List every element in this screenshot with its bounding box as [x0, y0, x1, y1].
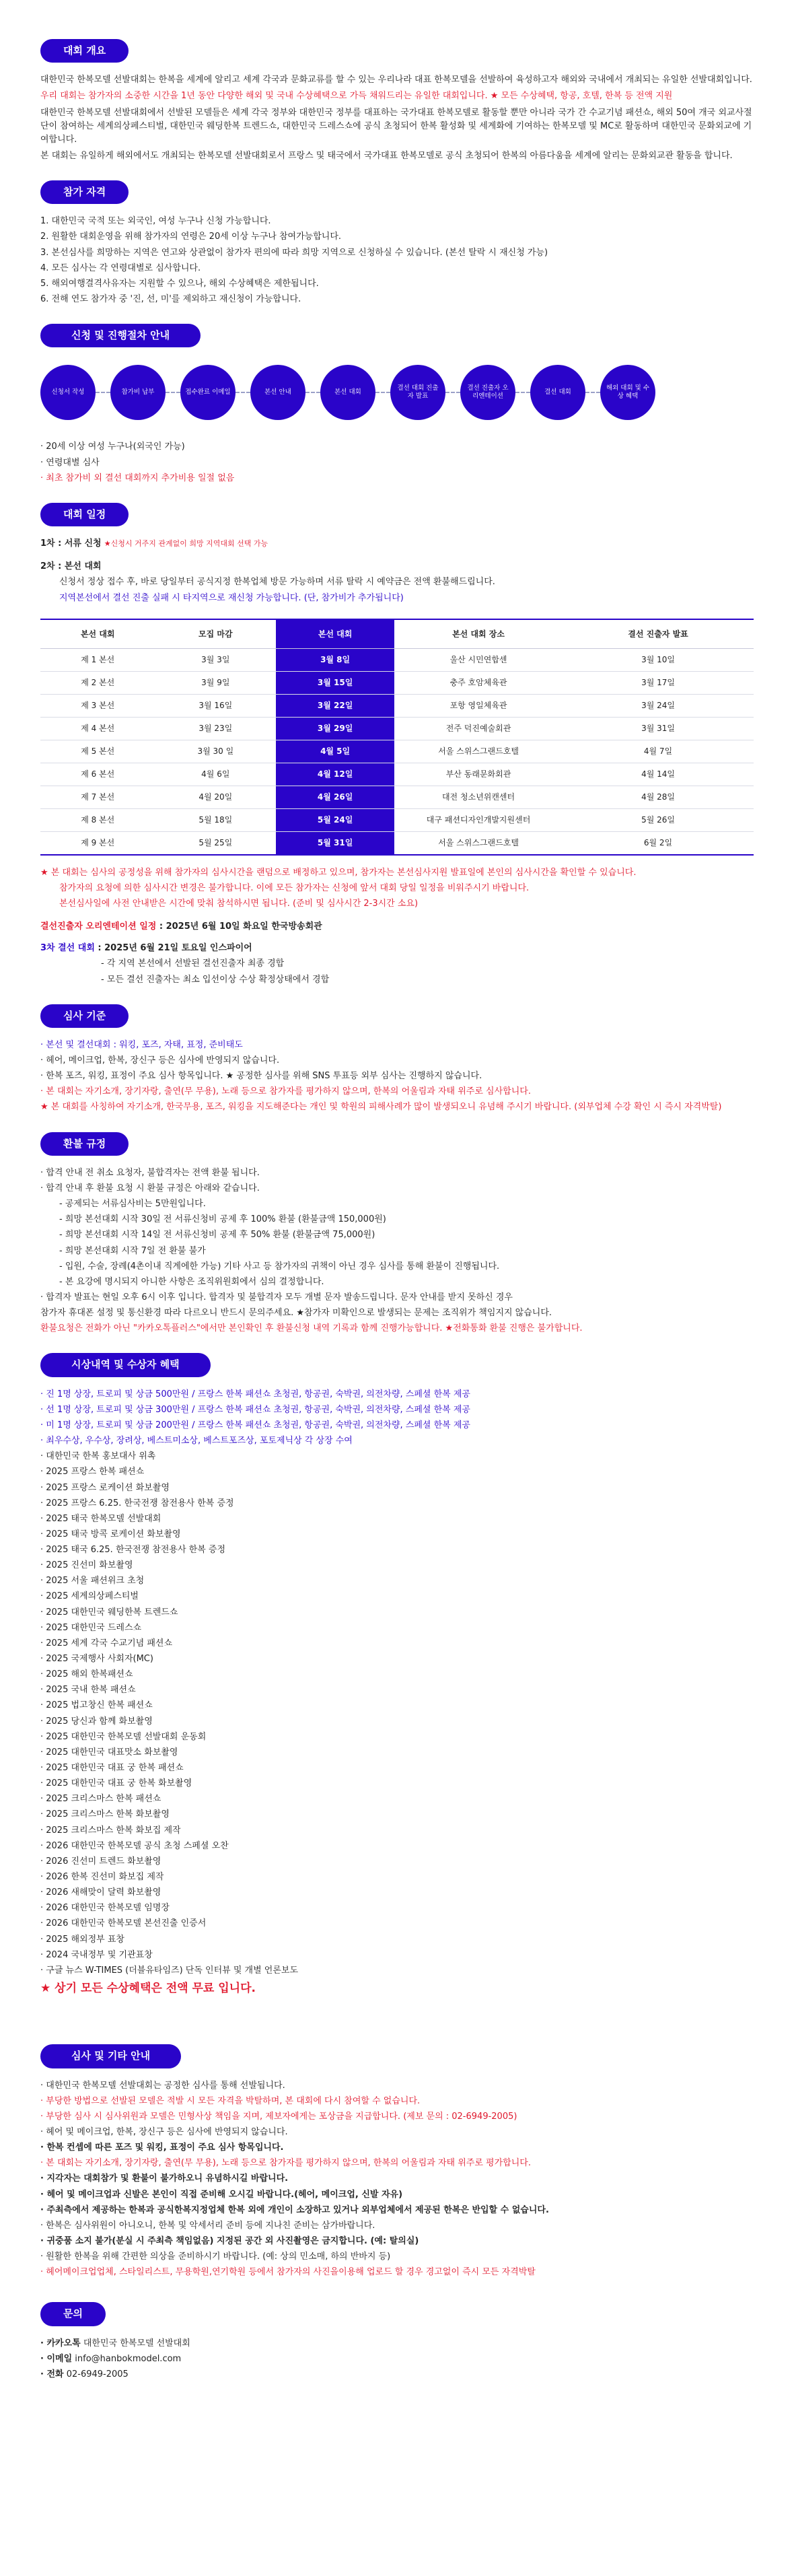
process-step: 본선 대회 [320, 365, 375, 420]
process-step: 결선 진출자 오리엔테이션 [460, 365, 515, 420]
process-step: 신청서 작성 [40, 365, 96, 420]
final-line [40, 942, 754, 955]
overview-section [40, 39, 754, 163]
eligibility-section [40, 180, 754, 306]
table-cell: 4월 28일 [563, 786, 754, 809]
list-item: · 2025 세계의상페스티벌 [40, 1591, 139, 1602]
eligibility-heading: 참가 자격 [40, 180, 129, 204]
schedule-warning: ★ 본 대회는 심사의 공정성을 위해 참가자의 심사시간을 랜덤으로 배정하고 있으며, 참가자는 본선심사지원 발표일에 본인의 심사시간을 확인할 수 있습니다. [40, 867, 637, 878]
list-item: · 2026 대한민국 한복모델 본선진출 인증서 [40, 1918, 207, 1929]
process-connector [305, 392, 320, 393]
list-item: · 2025 대한민국 웨딩한복 트렌드쇼 [40, 1607, 178, 1617]
awards-section [40, 1353, 754, 1997]
table-row [40, 832, 754, 855]
round2-note: 지역본선에서 결선 진출 실패 시 타지역으로 재신청 가능합니다. (단, 참가비가 추가됩니다) [59, 592, 404, 603]
award-prize: · 선 1명 상장, 트로피 및 상금 300만원 / 프랑스 한복 패션쇼 초청권, 항공권, 숙박권, 의전차량, 스페셜 한복 제공 [40, 1404, 470, 1415]
eligibility-item: 5. 해외여행결격사유자는 지원할 수 있으나, 해외 수상혜택은 제한됩니다. [40, 278, 319, 289]
orientation-line [40, 920, 754, 934]
process-step: 접수완료 이메일 [180, 365, 236, 420]
process-step: 결선 대회 진출자 발표 [390, 365, 445, 420]
table-cell: 제 8 본선 [40, 809, 155, 832]
list-item: · 2025 해외 한복패션쇼 [40, 1669, 133, 1680]
list-item: · 주최측에서 제공하는 한복과 공식한복지정업체 한복 외에 개인이 소장하고 있거나 외부업체에서 제공된 한복은 반입할 수 없습니다. [40, 2204, 549, 2215]
table-cell: 5월 25일 [155, 832, 276, 855]
table-cell: 제 2 본선 [40, 672, 155, 695]
table-cell: 6월 2일 [563, 832, 754, 855]
process-connector [96, 392, 110, 393]
final-sub: - 각 지역 본선에서 선발된 결선진출자 최종 경합 [101, 959, 285, 969]
col-header: 모집 마감 [155, 619, 276, 649]
awards-benefit-list [40, 1450, 754, 1978]
list-item: · 2025 크리스마스 한복 화보집 제작 [40, 1825, 181, 1836]
process-note: · 20세 이상 여성 누구나(외국인 가능) [40, 442, 185, 452]
award-prize: · 최우수상, 우수상, 장려상, 베스트미소상, 베스트포즈상, 포토제닉상 각 상장 수여 [40, 1436, 353, 1447]
list-item: · 2024 국내정부 및 기관표창 [40, 1949, 153, 1960]
criteria-heading: 심사 기준 [40, 1004, 129, 1028]
list-item: · 구글 뉴스 W-TIMES (더블유타임즈) 단독 인터뷰 및 개별 언론보도 [40, 1965, 299, 1976]
process-step: 참가비 납부 [110, 365, 166, 420]
final-label: 3차 결선 대회 [40, 943, 95, 954]
schedule-heading: 대회 일정 [40, 503, 129, 526]
list-item: · 2025 진선미 화보촬영 [40, 1560, 133, 1571]
final-sub: - 모든 결선 진출자는 최소 입선이상 수상 확정상태에서 경합 [101, 974, 330, 985]
table-cell: 4월 14일 [563, 763, 754, 786]
refund-item: - 희망 본선대회 시작 7일 전 환불 불가 [59, 1245, 206, 1256]
table-cell: 3월 3일 [155, 649, 276, 672]
orientation-label: 결선진출자 오리엔테이션 일정 [40, 921, 157, 932]
list-item: · 2025 대한민국 대표 궁 한복 화보촬영 [40, 1778, 192, 1789]
table-cell: 3월 23일 [155, 718, 276, 740]
round1-note: ★신청시 거주지 관계없이 희망 지역대회 선택 가능 [104, 539, 268, 549]
refund-item: - 희망 본선대회 시작 30일 전 서류신청비 공제 후 100% 환불 (환불금액 150,000원) [59, 1214, 386, 1225]
table-cell: 3월 16일 [155, 695, 276, 718]
col-header: 결선 진출자 발표 [563, 619, 754, 649]
refund-item: · 합격자 발표는 현일 오후 6시 이후 입니다. 합격자 및 불합격자 모두 개별 문자 발송드립니다. 문자 안내를 받지 못하신 경우 [40, 1292, 513, 1302]
table-row [40, 763, 754, 786]
table-cell: 3월 15일 [276, 672, 394, 695]
list-item: · 2026 새해맞이 달력 화보촬영 [40, 1887, 161, 1898]
list-item: · 2026 대한민국 한복모델 임명장 [40, 1903, 170, 1914]
criteria-section [40, 1004, 754, 1115]
process-heading: 신청 및 진행절차 안내 [40, 324, 201, 347]
list-item: · 2025 프랑스 한복 패션쇼 [40, 1467, 145, 1477]
process-step: 본선 안내 [250, 365, 305, 420]
table-row [40, 718, 754, 740]
list-item: · 2025 국내 한복 패션쇼 [40, 1685, 136, 1696]
schedule-table [40, 619, 754, 856]
schedule-warning: 참가자의 요청에 의한 심사시간 변경은 불가합니다. 이에 모든 참가자는 신청에 앞서 대회 당일 일정을 비워주시기 바랍니다. [59, 882, 530, 893]
table-cell: 부산 동래문화회관 [394, 763, 563, 786]
round2-desc: 신청서 정상 접수 후, 바로 당일부터 공식지정 한복업체 방문 가능하며 서류 탈락 시 예약금은 전액 환불해드립니다. [59, 577, 495, 588]
schedule-warning: 본선심사일에 사전 안내받은 시간에 맞춰 참석하시면 됩니다. (준비 및 심사시간 2-3시간 소요) [59, 898, 419, 909]
refund-item: 참가자 휴대폰 설정 및 통신환경 따라 다르오니 반드시 문의주세요. ★참가자 미확인으로 발생되는 문제는 조직위가 책임지지 않습니다. [40, 1308, 552, 1319]
list-item: · 헤어메이크업업체, 스타일리스트, 무용학원,연기학원 등에서 참가자의 사진을이용해 업로드 할 경우 경고없이 즉시 모든 자격박탈 [40, 2267, 536, 2278]
table-cell: 3월 10일 [563, 649, 754, 672]
overview-heading: 대회 개요 [40, 39, 129, 63]
schedule-table-header-row [40, 619, 754, 649]
table-cell: 포항 영일체육관 [394, 695, 563, 718]
refund-heading: 환불 규정 [40, 1132, 129, 1156]
table-row [40, 786, 754, 809]
overview-paragraph-1: 대한민국 한복모델 선발대회는 한복을 세계에 알리고 세계 각국과 문화교류를 할 수 있는 우리나라 대표 한복모델을 선발하여 육성하고자 해외와 국내에서 개최되는 유일한 선발대회입니다. [40, 75, 752, 85]
table-cell: 충주 호암체육관 [394, 672, 563, 695]
list-item: · 2025 대한민국 한복모델 선발대회 운동회 [40, 1731, 207, 1742]
list-item: · 대한민국 한복 홍보대사 위촉 [40, 1451, 156, 1462]
refund-section [40, 1132, 754, 1336]
process-step: 해외 대회 및 수상 혜택 [600, 365, 655, 420]
refund-item: · 합격 안내 후 환불 요청 시 환불 규정은 아래와 같습니다. [40, 1183, 260, 1193]
table-cell: 서울 스위스그랜드호텔 [394, 832, 563, 855]
table-cell: 제 1 본선 [40, 649, 155, 672]
schedule-section [40, 503, 754, 987]
list-item: · 2025 프랑스 로케이션 화보촬영 [40, 1482, 170, 1493]
list-item: · 2026 대한민국 한복모델 공식 초청 스페셜 오찬 [40, 1840, 229, 1851]
refund-kakao-note: 환불요청은 전화가 아닌 "카카오톡플러스"에서만 본인확인 후 환불신청 내역 기록과 함께 진행가능합니다. ★전화통화 환불 진행은 불가합니다. [40, 1323, 583, 1334]
process-connector [585, 392, 600, 393]
criteria-item: · 본 대회는 자기소개, 장기자랑, 출연(무 무용), 노래 등으로 참가자를 평가하지 않으며, 한복의 어울림과 자태 위주로 심사합니다. [40, 1086, 531, 1097]
table-cell: 4월 6일 [155, 763, 276, 786]
final-value: : 2025년 6월 21일 토요일 인스파이어 [94, 943, 252, 954]
refund-item: - 본 요강에 명시되지 아니한 사항은 조직위원회에서 심의 결정합니다. [59, 1276, 324, 1287]
table-cell: 제 5 본선 [40, 740, 155, 763]
contact-kakao [40, 2337, 754, 2351]
process-section [40, 324, 754, 485]
table-row [40, 649, 754, 672]
list-item: · 2025 국제행사 사회자(MC) [40, 1654, 153, 1665]
contact-phone[interactable] [40, 2368, 754, 2381]
eligibility-item: 1. 대한민국 국적 또는 외국인, 여성 누구나 신청 가능합니다. [40, 216, 271, 227]
contact-kakao-label: · 카카오톡 [40, 2338, 81, 2348]
list-item: · 2025 법고창신 한복 패션쇼 [40, 1700, 153, 1711]
table-row [40, 695, 754, 718]
table-cell: 전주 덕진예술회관 [394, 718, 563, 740]
table-row [40, 809, 754, 832]
criteria-item: · 한복 포즈, 워킹, 표정이 주요 심사 항목입니다. ★ 공정한 심사를 위해 SNS 투표등 외부 심사는 진행하지 않습니다. [40, 1071, 482, 1082]
contact-email[interactable] [40, 2353, 754, 2366]
contact-heading: 문의 [40, 2302, 106, 2326]
table-row [40, 672, 754, 695]
table-cell: 4월 20일 [155, 786, 276, 809]
list-item: · 2025 크리스마스 한복 패션쇼 [40, 1794, 161, 1805]
list-item: · 한복은 심사위원이 아니오니, 한복 및 악세서리 준비 등에 지나친 준비는 삼가바랍니다. [40, 2220, 375, 2231]
list-item: · 2025 서울 패션위크 초청 [40, 1576, 145, 1587]
table-cell: 제 9 본선 [40, 832, 155, 855]
list-item: · 2025 프랑스 6.25. 한국전쟁 참전용사 한복 증정 [40, 1498, 234, 1508]
table-cell: 5월 24일 [276, 809, 394, 832]
table-cell: 3월 24일 [563, 695, 754, 718]
list-item: · 한복 컨셉에 따른 포즈 및 워킹, 표정이 주요 심사 항목입니다. [40, 2143, 284, 2153]
table-cell: 제 7 본선 [40, 786, 155, 809]
round2-label: 2차 : 본선 대회 [40, 561, 102, 572]
round1-label: 1차 : 서류 신청 [40, 538, 102, 549]
eligibility-item: 4. 모든 심사는 각 연령대별로 심사합니다. [40, 263, 201, 273]
overview-paragraph-2: 우리 대회는 참가자의 소중한 시간을 1년 동안 다양한 해외 및 국내 수상혜택으로 가득 채워드리는 유일한 대회입니다. ★ 모든 수상혜택, 항공, 호텔, 한복 등 전액 지원 [40, 91, 673, 102]
list-item: · 2025 당신과 함께 화보촬영 [40, 1716, 153, 1727]
refund-item: - 공제되는 서류심사비는 5만원입니다. [59, 1199, 206, 1210]
process-step: 결선 대회 [530, 365, 585, 420]
table-cell: 4월 5일 [276, 740, 394, 763]
table-cell: 5월 26일 [563, 809, 754, 832]
contact-phone-label: · 전화 [40, 2369, 64, 2379]
criteria-item: · 헤어, 메이크업, 한복, 장신구 등은 심사에 반영되지 않습니다. [40, 1055, 280, 1066]
award-prize: · 미 1명 상장, 트로피 및 상금 200만원 / 프랑스 한복 패션쇼 초청권, 항공권, 숙박권, 의전차량, 스페셜 한복 제공 [40, 1420, 470, 1430]
table-cell: 4월 7일 [563, 740, 754, 763]
eligibility-item: 6. 전해 연도 참가자 중 '진, 선, 미'를 제외하고 재신청이 가능합니다. [40, 294, 301, 305]
schedule-table-body [40, 649, 754, 855]
table-cell: 대전 청소년위캔센터 [394, 786, 563, 809]
list-item: · 대한민국 한복모델 선발대회는 공정한 심사를 통해 선발됩니다. [40, 2080, 285, 2091]
refund-item: - 입원, 수술, 장례(4촌이내 직계에한 가능) 기타 사고 등 참가자의 귀책이 아닌 경우 심사를 통해 환불이 진행됩니다. [59, 1261, 500, 1272]
process-connector [375, 392, 390, 393]
table-cell: 대구 패션디자인개발지원센터 [394, 809, 563, 832]
list-item: · 2025 대한민국 대표맛소 화보촬영 [40, 1747, 178, 1757]
table-cell: 3월 31일 [563, 718, 754, 740]
list-item: · 부당한 심사 시 심사위원과 모델은 민형사상 책임을 지며, 제보자에게는 포상금을 지급합니다. (제보 문의 : 02-6949-2005) [40, 2111, 517, 2122]
refund-item: - 희망 본선대회 시작 14일 전 서류신청비 공제 후 50% 환불 (환불금액 75,000원) [59, 1230, 375, 1241]
list-item: · 2025 해외정부 표창 [40, 1934, 124, 1945]
contact-email-value[interactable]: info@hanbokmodel.com [72, 2353, 182, 2364]
list-item: · 2026 한복 진선미 화보집 제작 [40, 1872, 164, 1883]
process-connector [166, 392, 180, 393]
contact-phone-value[interactable]: 02-6949-2005 [63, 2369, 129, 2379]
list-item: · 헤어 및 메이크업과 신발은 본인이 직접 준비해 오시길 바랍니다.(헤어, 메이크업, 신발 자유) [40, 2189, 403, 2200]
col-header: 본선 대회 장소 [394, 619, 563, 649]
list-item: · 원활한 한복을 위해 간편한 의상을 준비하시기 바랍니다. (예: 상의 민소매, 하의 반바지 등) [40, 2252, 391, 2262]
list-item: · 지각자는 대회참가 및 환불이 불가하오니 유념하시길 바랍니다. [40, 2173, 289, 2184]
table-cell: 5월 18일 [155, 809, 276, 832]
contact-kakao-value: 대한민국 한복모델 선발대회 [80, 2338, 190, 2348]
list-item: · 2025 크리스마스 한복 화보촬영 [40, 1809, 170, 1820]
orientation-value: : 2025년 6월 10일 화요일 한국방송회관 [156, 921, 322, 932]
list-item: · 귀중품 소지 불가(분실 시 주최측 책임없음) 지정된 공간 외 사진촬영은 금지합니다. (예: 탈의실) [40, 2236, 419, 2246]
table-cell: 제 6 본선 [40, 763, 155, 786]
round1-line [40, 537, 754, 551]
overview-paragraph-4: 본 대회는 유일하게 해외에서도 개최되는 한복모델 선발대회로서 프랑스 및 태국에서 국가대표 한복모델로 공식 초청되어 한복의 아름다움을 세계에 알리는 문화외교관 활동을 합니다. [40, 150, 733, 161]
list-item: · 2026 진선미 트렌드 화보촬영 [40, 1856, 161, 1867]
list-item: · 헤어 및 메이크업, 한복, 장신구 등은 심사에 반영되지 않습니다. [40, 2127, 288, 2138]
table-cell: 3월 29일 [276, 718, 394, 740]
list-item: · 2025 태국 6.25. 한국전쟁 참전용사 한복 증정 [40, 1545, 226, 1556]
table-cell: 제 3 본선 [40, 695, 155, 718]
table-cell: 제 4 본선 [40, 718, 155, 740]
table-cell: 3월 17일 [563, 672, 754, 695]
process-flow [40, 365, 754, 420]
table-row [40, 740, 754, 763]
process-note-fee: · 최초 참가비 외 결선 대회까지 추가비용 일절 없음 [40, 473, 235, 483]
process-connector [236, 392, 250, 393]
process-connector [445, 392, 460, 393]
review-section [40, 2044, 754, 2279]
list-item: · 2025 세계 각국 수교기념 패션쇼 [40, 1638, 173, 1648]
table-cell: 3월 30 일 [155, 740, 276, 763]
review-heading: 심사 및 기타 안내 [40, 2044, 181, 2068]
awards-heading: 시상내역 및 수상자 혜택 [40, 1353, 211, 1377]
contact-email-label: · 이메일 [40, 2353, 73, 2364]
criteria-item: · 본선 및 결선대회 : 워킹, 포즈, 자태, 표정, 준비태도 [40, 1039, 243, 1050]
list-item: · 2025 태국 한복모델 선발대회 [40, 1513, 161, 1524]
list-item: · 부당한 방법으로 선발된 모델은 적발 시 모든 자격을 박탈하며, 본 대회에 다시 참여할 수 없습니다. [40, 2095, 421, 2106]
refund-item: · 합격 안내 전 취소 요청자, 불합격자는 전액 환불 됩니다. [40, 1167, 260, 1178]
overview-paragraph-3: 대한민국 한복모델 선발대회에서 선발된 모델들은 세계 각국 정부와 대한민국 정부를 대표하는 국가대표 한복모델로 활동할 뿐만 아니라 국가 간 수교기념 패션쇼, 해외 50여 개국 외교사절단이 참여하는 세계의상페스티벌, 대한민국 웨딩한복 트렌드쇼, 대한민국 드레스쇼에 공식 초청되어 한복 활성화 및 세계화에 기여하는 한복모델 및 MC로 활동하며 대한민국 문화외교에 기여합니다. [40, 107, 752, 145]
table-cell: 3월 22일 [276, 695, 394, 718]
award-prize: · 진 1명 상장, 트로피 및 상금 500만원 / 프랑스 한복 패션쇼 초청권, 항공권, 숙박권, 의전차량, 스페셜 한복 제공 [40, 1389, 470, 1399]
col-header-highlight: 본선 대회 [276, 619, 394, 649]
table-cell: 4월 12일 [276, 763, 394, 786]
list-item: · 2025 태국 방콕 로케이션 화보촬영 [40, 1529, 181, 1539]
table-cell: 3월 8일 [276, 649, 394, 672]
eligibility-item: 2. 원활한 대회운영을 위해 참가자의 연령은 20세 이상 누구나 참여가능합니다. [40, 232, 342, 242]
table-cell: 울산 시민연합센 [394, 649, 563, 672]
review-list [40, 2079, 754, 2280]
table-cell: 서울 스위스그랜드호텔 [394, 740, 563, 763]
table-cell: 3월 9일 [155, 672, 276, 695]
list-item: · 2025 대한민국 드레스쇼 [40, 1622, 142, 1633]
list-item: · 2025 대한민국 대표 궁 한복 패션쇼 [40, 1763, 184, 1774]
table-cell: 4월 26일 [276, 786, 394, 809]
process-note: · 연령대별 심사 [40, 457, 100, 468]
table-cell: 5월 31일 [276, 832, 394, 855]
eligibility-item: 3. 본선심사를 희망하는 지역은 연고와 상관없이 참가자 편의에 따라 희망 지역으로 신청하실 수 있습니다. (본선 탈락 시 재신청 가능) [40, 247, 548, 258]
col-header: 본선 대회 [40, 619, 155, 649]
contact-section [40, 2302, 754, 2381]
list-item: · 본 대회는 자기소개, 장기자랑, 출연(무 무용), 노래 등으로 참가자를 평가하지 않으며, 한복의 어울림과 자태 위주로 평가합니다. [40, 2158, 531, 2169]
process-connector [515, 392, 530, 393]
criteria-item: ★ 본 대회를 사칭하여 자기소개, 한국무용, 포즈, 워킹을 지도해준다는 개인 및 학원의 피해사례가 많이 발생되오니 유념해 주시기 바랍니다. (외부업체 수강 확인 시 즉시 자격박탈) [40, 1102, 722, 1113]
awards-free-note: ★ 상기 모든 수상혜택은 전액 무료 입니다. [40, 1982, 256, 1995]
